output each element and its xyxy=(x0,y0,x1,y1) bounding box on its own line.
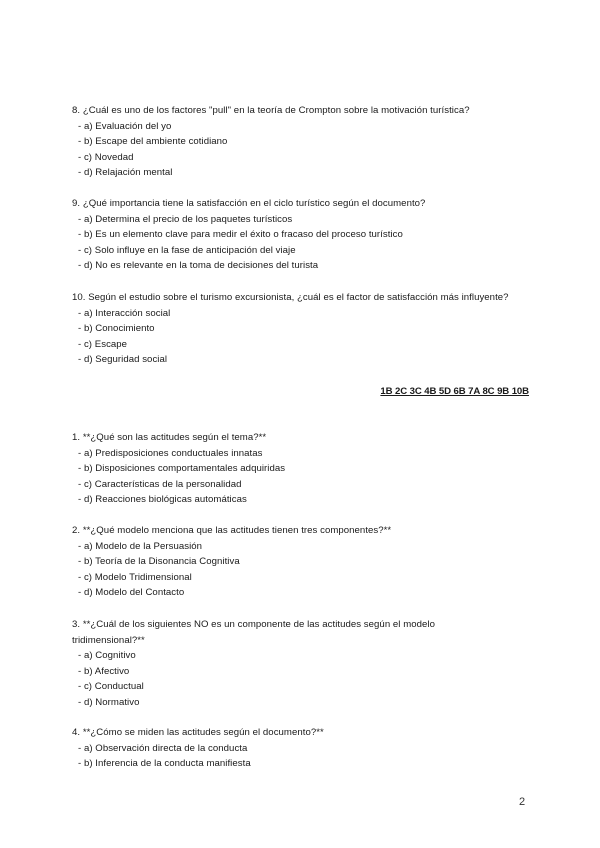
question-text: 1. **¿Qué son las actitudes según el tema?** xyxy=(72,432,267,443)
option-b: - b) Es un elemento clave para medir el éxito o fracaso del proceso turístico xyxy=(78,229,403,240)
option-b: - b) Disposiciones comportamentales adquiridas xyxy=(78,463,286,474)
answer-key: 1B 2C 3C 4B 5D 6B 7A 8C 9B 10B xyxy=(380,386,529,397)
option-d: - d) Seguridad social xyxy=(78,354,168,365)
option-d: - d) Normativo xyxy=(78,696,140,708)
option-d: - d) No es relevante en la toma de decisiones del turista xyxy=(78,260,319,271)
option-a: - a) Modelo de la Persuasión xyxy=(78,540,203,552)
option-c: - c) Novedad xyxy=(78,151,134,163)
option-a: - a) Cognitivo xyxy=(78,650,136,661)
option-b: - b) Conocimiento xyxy=(78,323,155,334)
option-c: - c) Modelo Tridimensional xyxy=(78,571,192,583)
option-d: - d) Reacciones biológicas automáticas xyxy=(78,494,247,505)
question-text: 10. Según el estudio sobre el turismo excursionista, ¿cuál es el factor de satisfacción más influyente? xyxy=(72,292,509,303)
question-8 xyxy=(72,103,532,181)
question-text: 9. ¿Qué importancia tiene la satisfacción en el ciclo turístico según el documento? xyxy=(72,198,426,209)
question-1 xyxy=(72,430,532,508)
option-a: - a) Evaluación del yo xyxy=(78,120,172,132)
question-3 xyxy=(72,617,532,710)
option-c: - c) Características de la personalidad xyxy=(78,478,242,490)
question-text: 4. **¿Cómo se miden las actitudes según el documento?** xyxy=(72,727,324,738)
question-text-line-1: 3. **¿Cuál de los siguientes NO es un componente de las actitudes según el modelo xyxy=(72,619,435,630)
question-10 xyxy=(72,290,532,368)
question-9 xyxy=(72,196,532,274)
question-text-line-2: tridimensional?** xyxy=(72,634,145,646)
option-c: - c) Solo influye en la fase de anticipación del viaje xyxy=(78,244,296,256)
option-b: - b) Escape del ambiente cotidiano xyxy=(78,136,228,147)
option-a: - a) Interacción social xyxy=(78,307,171,319)
option-a: - a) Observación directa de la conducta xyxy=(78,742,248,754)
option-b: - b) Teoría de la Disonancia Cognitiva xyxy=(78,556,240,567)
page-number: 2 xyxy=(519,796,526,808)
question-text: 2. **¿Qué modelo menciona que las actitudes tienen tres componentes?** xyxy=(72,525,392,536)
option-c: - c) Escape xyxy=(78,338,128,350)
question-4 xyxy=(72,725,532,772)
option-b: - b) Inferencia de la conducta manifiesta xyxy=(78,758,251,769)
question-text: 8. ¿Cuál es uno de los factores "pull" en la teoría de Crompton sobre la motivación turística? xyxy=(72,105,470,116)
option-d: - d) Modelo del Contacto xyxy=(78,587,185,598)
question-2 xyxy=(72,523,532,601)
option-d: - d) Relajación mental xyxy=(78,167,173,178)
option-b: - b) Afectivo xyxy=(78,665,130,677)
option-a: - a) Determina el precio de los paquetes turísticos xyxy=(78,213,293,225)
option-c: - c) Conductual xyxy=(78,681,144,692)
option-a: - a) Predisposiciones conductuales innatas xyxy=(78,447,263,459)
